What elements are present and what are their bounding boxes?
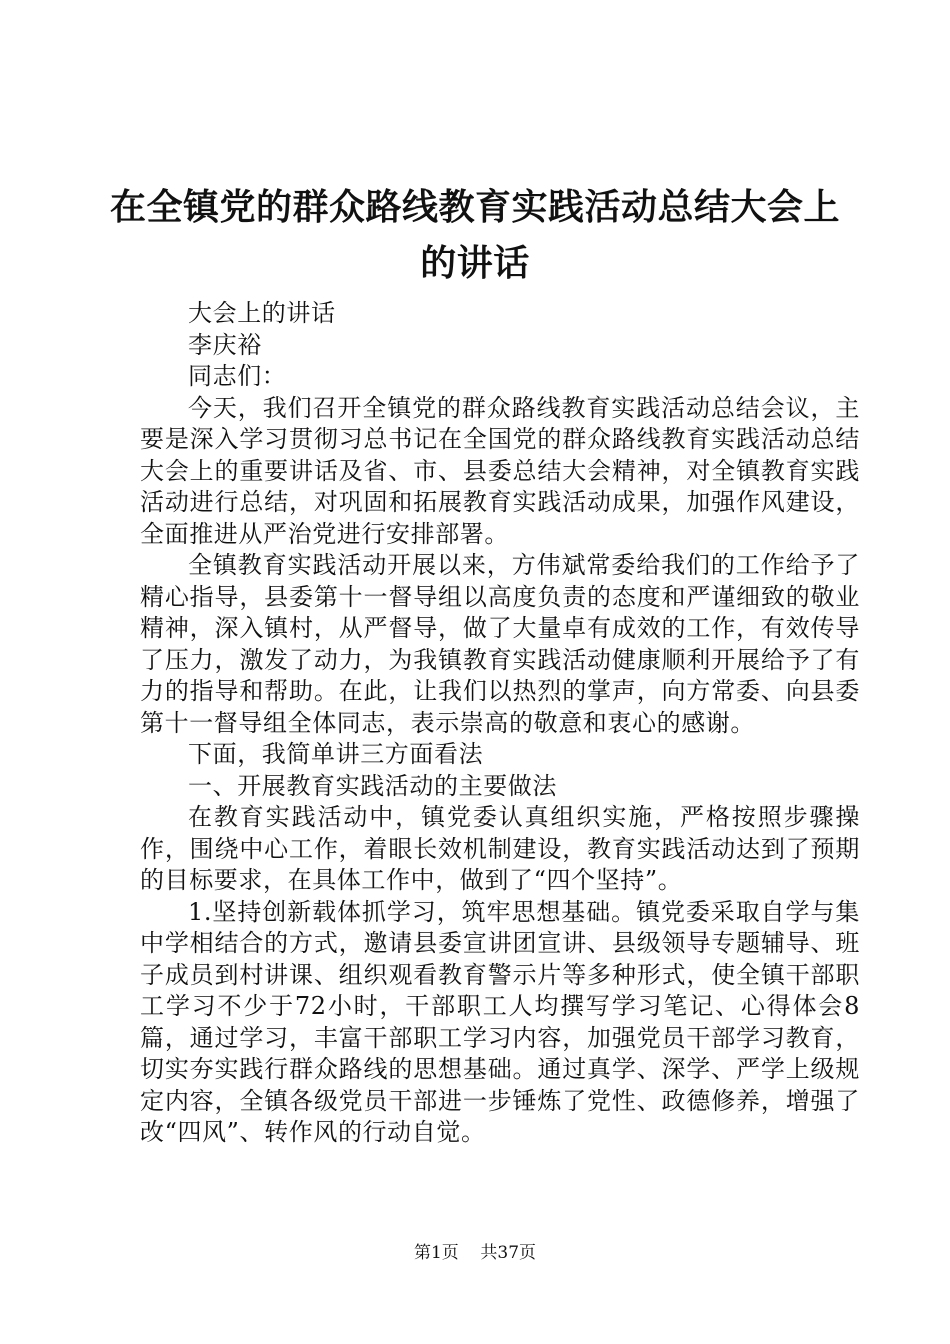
page-total: 共37页: [480, 1243, 537, 1263]
paragraph: 下面，我简单讲三方面看法: [188, 740, 484, 768]
title-line-1: 在全镇党的群众路线教育实践活动总结大会上: [109, 187, 840, 228]
paragraph: 1.坚持创新载体抓学习，筑牢思想基础。镇党委采取自学与集中学相结合的方式，邀请县委宣讲团宣讲、县级领导专题辅导、班子成员到村讲课、组织观看教育警示片等多种形式，使全镇干部职工学习不少于72小时，干部职工人均撰写学习笔记、心得体会8篇，通过学习，丰富干部职工学习内容，加强党员干部学习教育，切实夯实践行群众路线的思想基础。通过真学、深学、严学上级规定内容，全镇各级党员干部进一步锤炼了党性、政德修养，增强了改“四风”、转作风的行动自觉。: [140, 897, 860, 1146]
paragraph: 全镇教育实践活动开展以来，方伟斌常委给我们的工作给予了精心指导，县委第十一督导组以高度负责的态度和严谨细致的敬业精神，深入镇村，从严督导，做了大量卓有成效的工作，有效传导了压力，激发了动力，为我镇教育实践活动健康顺利开展给予了有力的指导和帮助。在此，让我们以热烈的掌声，向方常委、向县委第十一督导组全体同志，表示崇高的敬意和衷心的感谢。: [140, 551, 860, 737]
paragraph-subtitle: 大会上的讲话: [188, 299, 336, 327]
document-body: [140, 298, 860, 1149]
document-title: [100, 180, 850, 292]
page-footer: [0, 1242, 950, 1264]
paragraph-salutation: 同志们：: [188, 362, 287, 390]
footer-spacer: [464, 1243, 475, 1263]
paragraph-author: 李庆裕: [188, 330, 262, 359]
title-line-2: 的讲话: [420, 243, 530, 284]
section-heading: 一、开展教育实践活动的主要做法: [188, 771, 557, 800]
paragraph: 在教育实践活动中，镇党委认真组织实施，严格按照步骤操作，围绕中心工作，着眼长效机制建设，教育实践活动达到了预期的目标要求，在具体工作中，做到了“四个坚持”。: [140, 803, 860, 894]
page-number: 第1页: [413, 1243, 459, 1263]
paragraph: 今天，我们召开全镇党的群众路线教育实践活动总结会议，主要是深入学习贯彻习总书记在全国党的群众路线教育实践活动总结大会上的重要讲话及省、市、县委总结大会精神，对全镇教育实践活动进行总结，对巩固和拓展教育实践活动成果，加强作风建设，全面推进从严治党进行安排部署。: [140, 393, 860, 548]
